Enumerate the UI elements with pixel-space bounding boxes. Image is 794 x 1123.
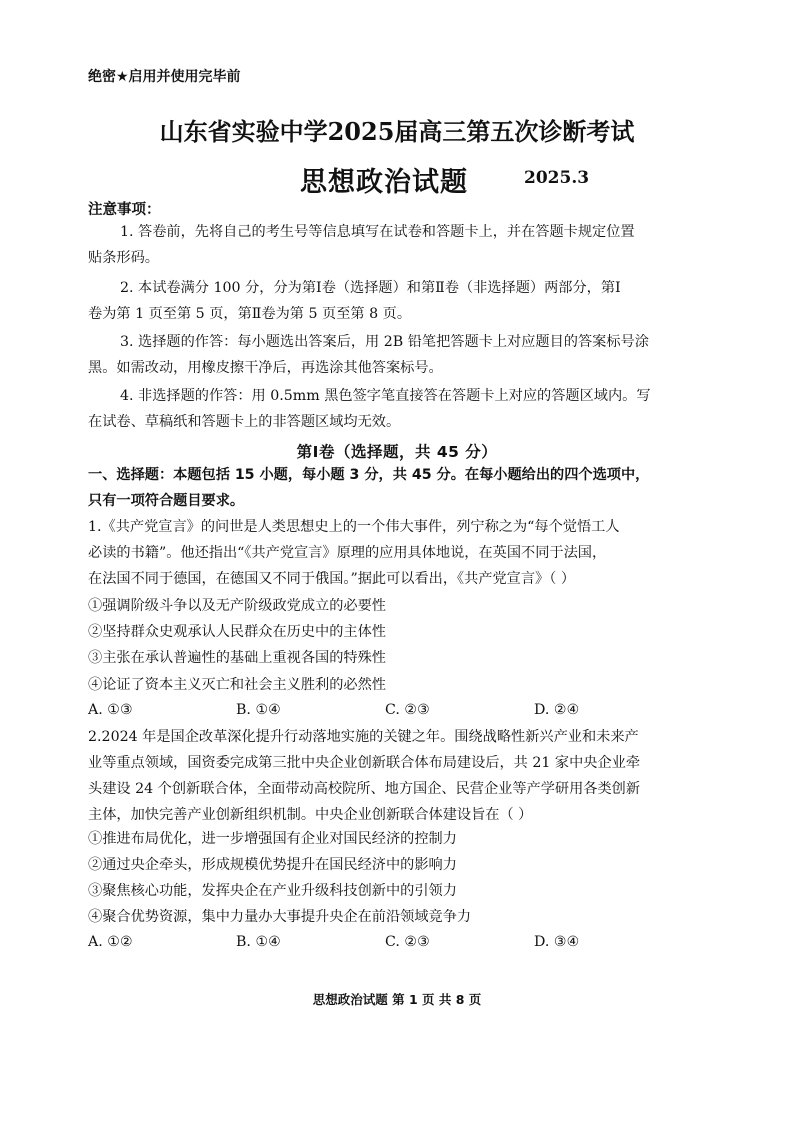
- question-2-stem: 主体，加快完善产业创新组织机制。中央企业创新联合体建设旨在（ ）: [88, 807, 533, 823]
- notice-line: 贴条形码。: [88, 250, 159, 266]
- question-1-stem: 1.《共产党宣言》的问世是人类思想史上的一个伟大事件，列宁称之为“每个觉悟工人: [88, 519, 620, 535]
- question-2-item: ①推进布局优化，进一步增强国有企业对国民经济的控制力: [88, 831, 457, 847]
- question-1-stem: 在法国不同于德国，在德国又不同于俄国。”据此可以看出，《共产党宣言》（ ）: [88, 571, 576, 587]
- notice-line: 卷为第 1 页至第 5 页，第Ⅱ卷为第 5 页至第 8 页。: [88, 306, 412, 322]
- notice-line: 3. 选择题的作答：每小题选出答案后，用 2B 铅笔把答题卡上对应题目的答案标号涂: [120, 334, 649, 350]
- question-2-stem: 2.2024 年是国企改革深化提升行动落地实施的关键之年。围绕战略性新兴产业和未来产: [88, 729, 639, 745]
- question-1-stem: 必读的书籍”。他还指出“《共产党宣言》原理的应用具体地说，在英国不同于法国，: [88, 545, 607, 561]
- question-2-item: ②通过央企牵头，形成规模优势提升在国民经济中的影响力: [88, 857, 457, 873]
- question-2-option-c[interactable]: C. ②③: [385, 934, 430, 950]
- question-2-option-d[interactable]: D. ③④: [534, 934, 580, 950]
- notice-line: 2. 本试卷满分 100 分，分为第Ⅰ卷（选择题）和第Ⅱ卷（非选择题）两部分，第Ⅰ: [120, 280, 621, 296]
- notice-line: 4. 非选择题的作答：用 0.5mm 黑色签字笔直接答在答题卡上对应的答题区域内。写: [120, 388, 651, 404]
- question-2-option-b[interactable]: B. ①④: [236, 934, 281, 950]
- question-2-item: ③聚焦核心功能，发挥央企在产业升级科技创新中的引领力: [88, 883, 457, 899]
- subject-title: 思想政治试题: [300, 167, 468, 198]
- question-1-item: ④论证了资本主义灭亡和社会主义胜利的必然性: [88, 677, 386, 693]
- question-2-stem: 业等重点领域，国资委完成第三批中央企业创新联合体布局建设后，共 21 家中央企业牵: [88, 755, 641, 771]
- notice-heading: 注意事项：: [88, 202, 161, 218]
- question-1-option-a[interactable]: A. ①③: [88, 702, 133, 718]
- question-1-item: ③主张在承认普遍性的基础上重视各国的特殊性: [88, 650, 386, 666]
- question-1-item: ①强调阶级斗争以及无产阶级政党成立的必要性: [88, 598, 386, 614]
- question-2-item: ④聚合优势资源，集中力量办大事提升央企在前沿领域竞争力: [88, 909, 472, 925]
- question-1-option-b[interactable]: B. ①④: [236, 702, 281, 718]
- notice-line: 1. 答卷前，先将自己的考生号等信息填写在试卷和答题卡上，并在答题卡规定位置: [120, 224, 635, 240]
- question-1-option-d[interactable]: D. ②④: [534, 702, 580, 718]
- question-1-option-c[interactable]: C. ②③: [385, 702, 430, 718]
- section-title: 第Ⅰ卷（选择题，共 45 分）: [296, 443, 498, 461]
- section-instruction: 只有一项符合题目要求。: [88, 493, 245, 509]
- exam-title: 山东省实验中学2025届高三第五次诊断考试: [159, 117, 635, 146]
- notice-line: 黑。如需改动，用橡皮擦干净后，再选涂其他答案标号。: [88, 360, 443, 376]
- confidential-label: 绝密★启用并使用完毕前: [88, 69, 241, 85]
- exam-date: 2025.3: [524, 168, 590, 188]
- question-2-option-a[interactable]: A. ①②: [88, 934, 133, 950]
- page-footer: 思想政治试题 第 1 页 共 8 页: [312, 992, 482, 1007]
- section-instruction: 一、选择题：本题包括 15 小题，每小题 3 分，共 45 分。在每小题给出的四个选项中，: [88, 467, 650, 483]
- notice-line: 在试卷、草稿纸和答题卡上的非答题区域均无效。: [88, 414, 401, 430]
- question-1-item: ②坚持群众史观承认人民群众在历史中的主体性: [88, 624, 386, 640]
- question-2-stem: 头建设 24 个创新联合体，全面带动高校院所、地方国企、民营企业等产学研用各类创新: [88, 781, 641, 797]
